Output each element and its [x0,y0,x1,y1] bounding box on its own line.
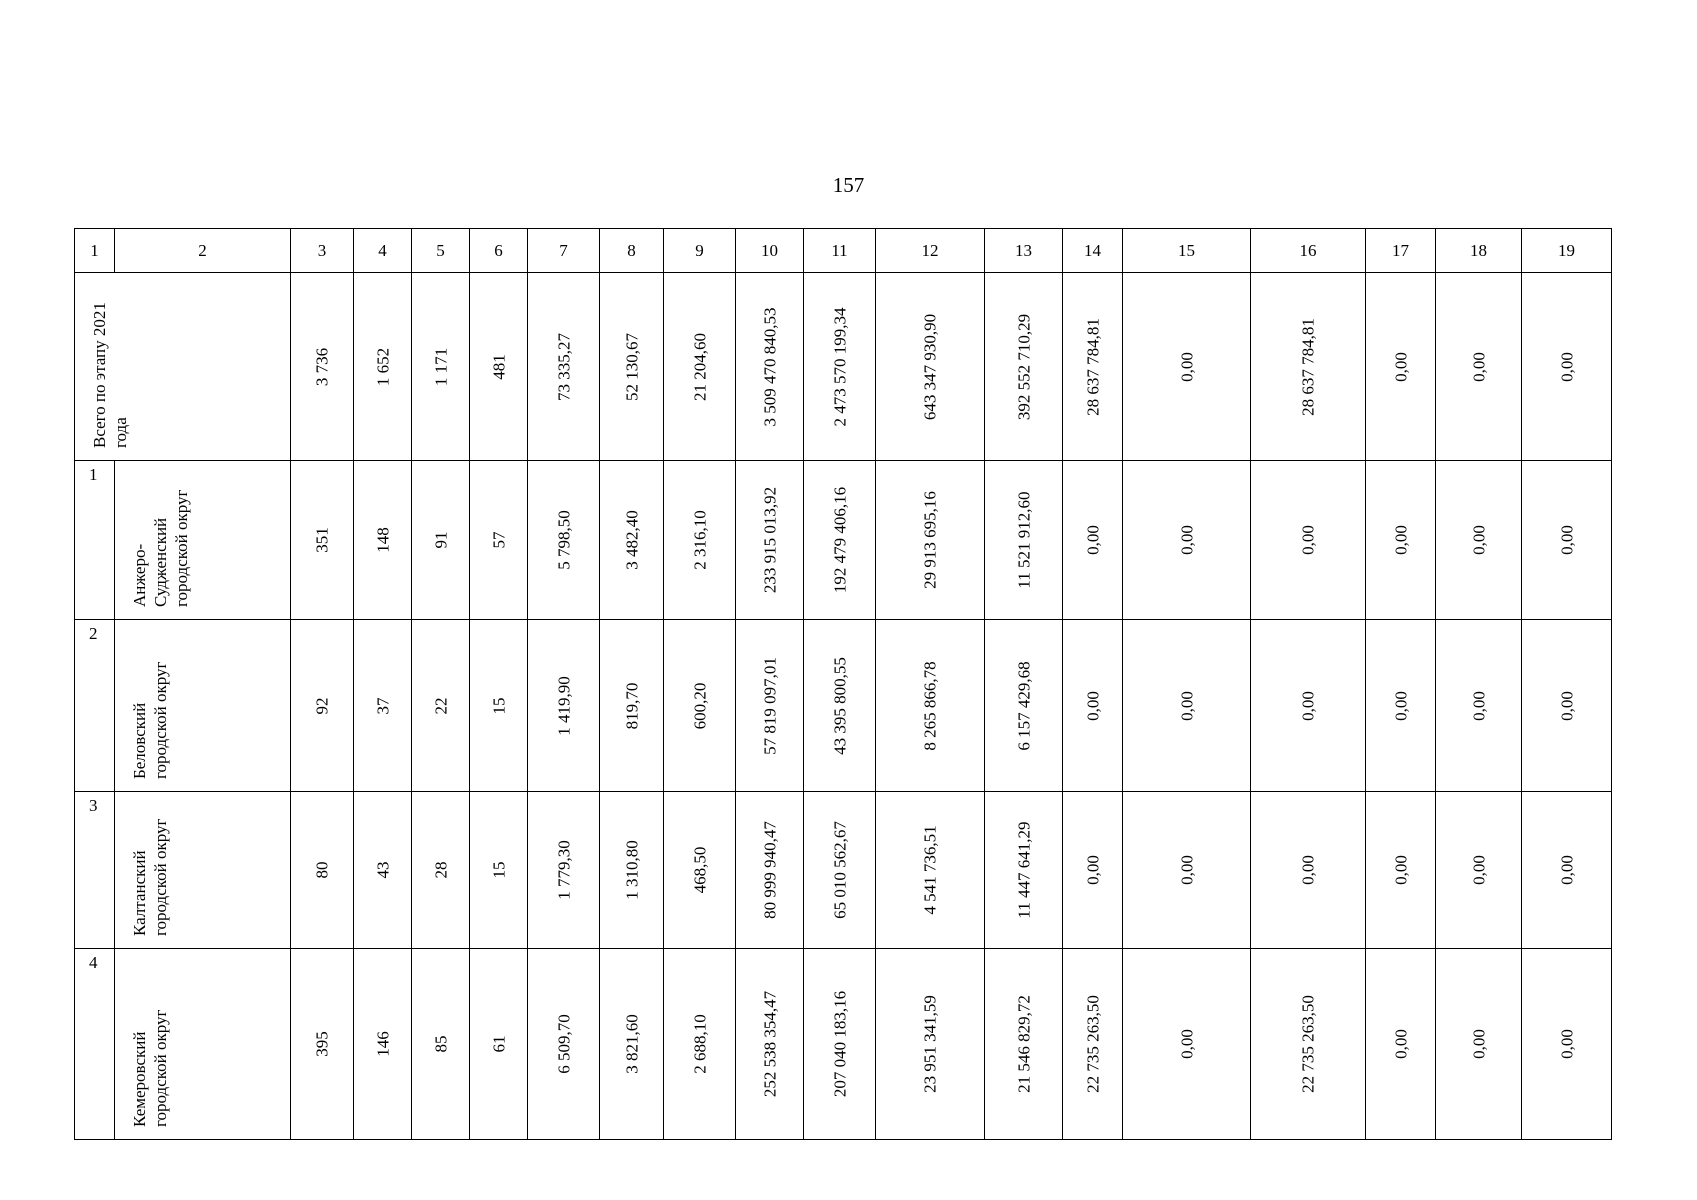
column-number-cell: 5 [412,229,470,273]
value-text: 80 [312,861,332,879]
column-number-cell: 1 [75,229,115,273]
value-text: 6 509,70 [554,1014,573,1074]
value-text: 395 [312,1031,332,1057]
value-cell [470,273,528,461]
value-text: 5 798,50 [554,510,573,570]
value-text: 0,00 [1391,855,1410,885]
value-cell [291,792,354,949]
column-number-cell: 16 [1251,229,1366,273]
value-cell [804,620,876,792]
value-cell [1123,273,1251,461]
value-text: 0,00 [1391,525,1410,555]
value-text: 11 521 912,60 [1014,491,1033,589]
value-cell [876,273,985,461]
district-name-cell [115,461,291,620]
value-cell [876,949,985,1140]
value-text: 0,00 [1469,1029,1488,1059]
row-number: 2 [89,624,98,643]
value-text: 28 637 784,81 [1298,317,1318,416]
value-text: 23 951 341,59 [920,995,940,1093]
value-cell [985,620,1063,792]
value-text: 351 [312,527,332,553]
district-name-cell [115,620,291,792]
value-cell [291,620,354,792]
value-cell [354,461,412,620]
value-text: 57 819 097,01 [760,656,779,755]
row-number-cell [75,461,115,620]
total-label: Всего по этапу 2021 года [90,302,130,448]
value-cell [354,949,412,1140]
value-cell [600,461,664,620]
value-cell [470,461,528,620]
value-text: 0,00 [1298,690,1318,721]
column-number-cell: 10 [736,229,804,273]
value-cell [354,792,412,949]
column-number-cell: 12 [876,229,985,273]
value-text: 4 541 736,51 [920,825,940,915]
value-cell [412,949,470,1140]
value-text: 85 [431,1035,450,1053]
value-text: 2 316,10 [690,510,709,570]
value-text: 3 509 470 840,53 [760,307,779,426]
value-cell [1251,273,1366,461]
table-row [75,949,1612,1140]
value-text: 600,20 [690,682,709,729]
column-number-cell: 3 [291,229,354,273]
value-cell [664,620,736,792]
value-cell [664,461,736,620]
value-cell [985,273,1063,461]
value-text: 0,00 [1177,1029,1196,1059]
total-label-cell [75,273,291,461]
value-text: 0,00 [1083,525,1102,555]
value-cell [1123,620,1251,792]
row-number: 1 [89,465,98,484]
value-text: 0,00 [1083,690,1102,721]
value-text: 0,00 [1557,690,1576,721]
value-text: 207 040 183,16 [830,990,849,1098]
value-text: 15 [489,697,508,714]
value-text: 0,00 [1469,525,1488,555]
value-text: 73 335,27 [554,332,573,401]
row-number: 4 [89,953,98,972]
value-text: 43 [373,861,392,879]
value-cell [736,273,804,461]
value-cell [412,273,470,461]
value-text: 0,00 [1177,690,1196,721]
value-text: 43 395 800,55 [830,656,849,755]
value-cell [1436,949,1522,1140]
value-text: 52 130,67 [622,332,641,401]
value-cell [736,949,804,1140]
district-name: Беловский городской округ [130,661,170,779]
value-text: 252 538 354,47 [760,990,779,1098]
value-text: 22 [431,697,450,714]
value-cell [664,949,736,1140]
value-cell [985,949,1063,1140]
value-text: 15 [489,861,508,879]
column-number-cell: 11 [804,229,876,273]
value-text: 22 735 263,50 [1298,995,1318,1093]
value-text: 3 482,40 [622,510,641,570]
value-text: 91 [431,531,450,549]
value-text: 80 999 940,47 [760,821,779,919]
value-text: 0,00 [1177,525,1196,555]
value-text: 0,00 [1177,351,1196,382]
value-cell [736,461,804,620]
row-number: 3 [89,796,98,815]
value-text: 92 [312,697,332,714]
value-cell [1436,792,1522,949]
value-text: 0,00 [1391,690,1410,721]
value-text: 1 779,30 [554,840,573,900]
value-cell [1522,461,1612,620]
value-cell [985,792,1063,949]
value-cell [470,620,528,792]
value-cell [1522,273,1612,461]
value-text: 2 473 570 199,34 [830,307,849,426]
value-cell [985,461,1063,620]
value-text: 22 735 263,50 [1083,995,1102,1093]
value-text: 233 915 013,92 [760,486,779,594]
value-cell [804,792,876,949]
value-cell [1063,949,1123,1140]
value-cell [528,461,600,620]
value-cell [1366,792,1436,949]
value-cell [412,792,470,949]
value-text: 11 447 641,29 [1014,821,1033,919]
value-text: 0,00 [1557,1029,1576,1059]
value-text: 2 688,10 [690,1014,709,1074]
value-text: 29 913 695,16 [920,491,940,589]
column-number-cell: 15 [1123,229,1251,273]
value-cell [354,620,412,792]
column-number-cell: 13 [985,229,1063,273]
value-text: 3 736 [312,347,332,386]
column-number-cell: 4 [354,229,412,273]
value-cell [1366,620,1436,792]
value-text: 468,50 [690,846,709,894]
value-text: 21 204,60 [690,332,709,401]
value-cell [876,461,985,620]
value-cell [600,273,664,461]
value-text: 1 171 [431,347,450,386]
table-row [75,461,1612,620]
value-cell [470,949,528,1140]
value-text: 3 821,60 [622,1014,641,1074]
value-text: 0,00 [1469,855,1488,885]
column-number-header-row [75,229,1612,273]
value-cell [1251,620,1366,792]
value-cell [291,273,354,461]
value-cell [664,273,736,461]
column-number-cell: 14 [1063,229,1123,273]
value-text: 8 265 866,78 [920,660,940,751]
value-cell [1366,273,1436,461]
column-number-cell: 7 [528,229,600,273]
table-row [75,792,1612,949]
column-number-cell: 18 [1436,229,1522,273]
value-text: 28 [431,861,450,879]
value-cell [528,792,600,949]
value-cell [1063,273,1123,461]
table-row [75,620,1612,792]
value-cell [412,461,470,620]
value-cell [354,273,412,461]
value-cell [1436,461,1522,620]
value-cell [600,620,664,792]
value-text: 57 [489,531,508,549]
value-text: 0,00 [1557,351,1576,382]
value-cell [664,792,736,949]
value-cell [1522,620,1612,792]
value-text: 148 [373,527,392,553]
row-number-cell [75,949,115,1140]
value-cell [600,792,664,949]
value-cell [876,792,985,949]
value-text: 0,00 [1391,1029,1410,1059]
value-cell [1436,273,1522,461]
value-text: 0,00 [1469,690,1488,721]
value-cell [1366,461,1436,620]
value-text: 192 479 406,16 [830,486,849,594]
value-text: 65 010 562,67 [830,821,849,919]
value-cell [291,949,354,1140]
value-cell [528,620,600,792]
total-row [75,273,1612,461]
value-text: 0,00 [1557,855,1576,885]
value-cell [470,792,528,949]
district-name: Калтанский городской округ [130,818,170,936]
page-number: 157 [832,173,865,197]
value-cell [1063,792,1123,949]
value-text: 6 157 429,68 [1014,660,1033,751]
value-cell [528,273,600,461]
value-cell [1123,461,1251,620]
value-cell [736,620,804,792]
district-name-cell [115,949,291,1140]
value-cell [1436,620,1522,792]
value-text: 28 637 784,81 [1083,317,1102,416]
value-text: 1 419,90 [554,675,573,736]
value-text: 643 347 930,90 [920,313,940,420]
district-name: Анжеро-Судженский городской округ [130,489,191,607]
column-number-cell: 2 [115,229,291,273]
value-cell [600,949,664,1140]
value-text: 0,00 [1083,855,1102,885]
value-text: 1 310,80 [622,840,641,900]
value-cell [1123,949,1251,1140]
value-cell [1366,949,1436,1140]
value-text: 37 [373,697,392,714]
value-cell [1251,792,1366,949]
column-number-cell: 8 [600,229,664,273]
value-cell [1522,949,1612,1140]
value-cell [804,949,876,1140]
column-number-cell: 19 [1522,229,1612,273]
row-number-cell [75,792,115,949]
value-text: 0,00 [1469,351,1488,382]
value-cell [1251,949,1366,1140]
value-text: 0,00 [1557,525,1576,555]
value-cell [1063,461,1123,620]
value-cell [804,461,876,620]
column-number-cell: 6 [470,229,528,273]
data-table [74,228,1612,1140]
value-cell [804,273,876,461]
value-cell [1063,620,1123,792]
value-cell [736,792,804,949]
value-cell [876,620,985,792]
value-text: 1 652 [373,347,392,386]
value-text: 0,00 [1177,855,1196,885]
district-name-cell [115,792,291,949]
value-cell [291,461,354,620]
value-cell [1522,792,1612,949]
value-cell [412,620,470,792]
district-name: Кемеровский городской округ [130,1009,170,1127]
value-cell [1123,792,1251,949]
value-text: 0,00 [1298,855,1318,885]
column-number-cell: 9 [664,229,736,273]
value-text: 0,00 [1298,525,1318,555]
value-cell [528,949,600,1140]
value-text: 392 552 710,29 [1014,313,1033,420]
value-text: 21 546 829,72 [1014,995,1033,1093]
column-number-cell: 17 [1366,229,1436,273]
row-number-cell [75,620,115,792]
value-text: 61 [489,1035,508,1053]
value-text: 146 [373,1031,392,1057]
value-text: 819,70 [622,682,641,729]
value-text: 0,00 [1391,351,1410,382]
value-text: 481 [489,353,508,380]
value-cell [1251,461,1366,620]
